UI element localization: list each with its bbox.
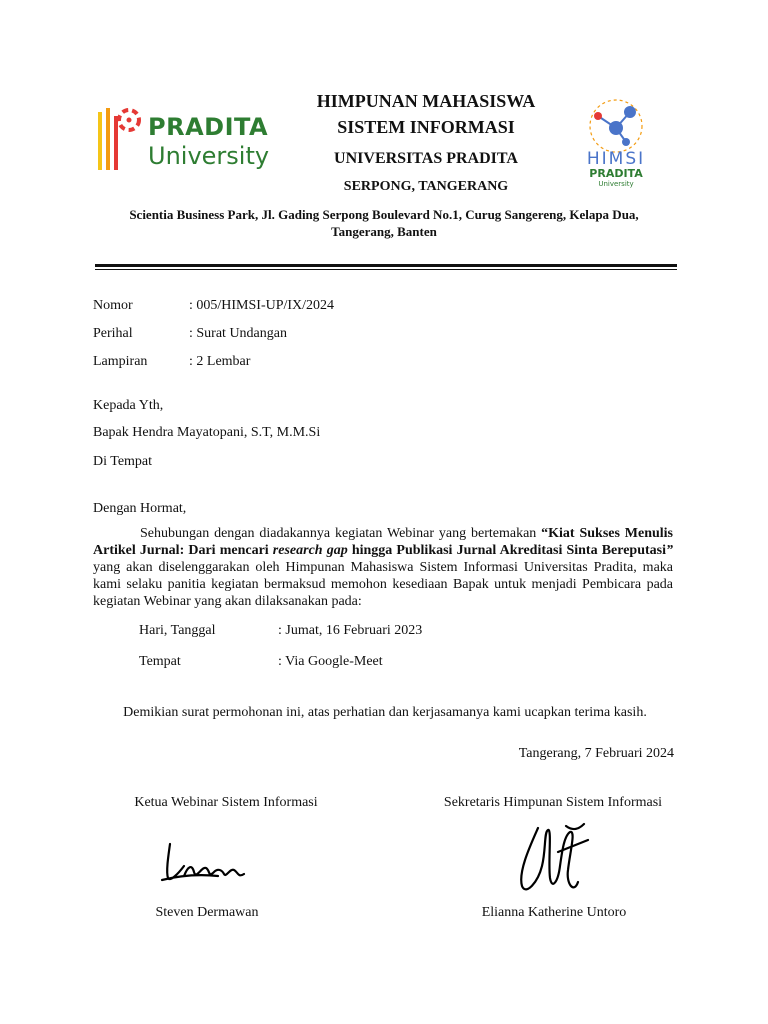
meta-value-perihal: : Surat Undangan bbox=[189, 326, 287, 341]
body-text-intro: Sehubungan dengan diadakannya kegiatan Webinar yang bertemakan bbox=[140, 526, 542, 541]
org-name-line2: SISTEM INFORMASI bbox=[337, 117, 515, 137]
signature-right-icon bbox=[508, 822, 594, 903]
webinar-theme-quote: ” bbox=[666, 543, 674, 558]
signatory-right-title: Sekretaris Himpunan Sistem Informasi bbox=[443, 795, 663, 810]
recipient-salutation: Kepada Yth, bbox=[93, 398, 164, 413]
address-line1: Scientia Business Park, Jl. Gading Serpong Boulevard No.1, Curug Sangereng, Kelapa Dua, bbox=[129, 207, 639, 222]
greeting: Dengan Hormat, bbox=[93, 501, 187, 516]
event-label-date: Hari, Tanggal bbox=[139, 623, 216, 638]
body-text-rest: yang akan diselenggarakan oleh Himpunan Mahasiswa Sistem Informasi Universitas Pradita, maka kami selaku panitia kegiatan bermaksud memohon kesediaan Bapak untuk menjadi Pembicara pada kegiatan Webinar yang akan dilaksanakan pada: bbox=[93, 560, 673, 609]
webinar-theme-part1: “Kiat Sukses Menulis Artikel Jurnal: Dari mencari bbox=[93, 526, 674, 558]
himsi-logo bbox=[578, 94, 654, 192]
meta-value-lampiran: : 2 Lembar bbox=[189, 354, 251, 369]
event-value-date: : Jumat, 16 Februari 2023 bbox=[278, 623, 423, 638]
recipient-name: Bapak Hendra Mayatopani, S.T, M.M.Si bbox=[93, 425, 321, 440]
org-name-line3: UNIVERSITAS PRADITA bbox=[334, 150, 518, 167]
signatory-right-name: Elianna Katherine Untoro bbox=[481, 905, 627, 920]
himsi-network-icon bbox=[578, 94, 654, 154]
header-divider-thick bbox=[95, 264, 677, 267]
webinar-theme-italic: research gap bbox=[272, 543, 348, 558]
webinar-theme-part2: hingga Publikasi Jurnal Akreditasi Sinta Bereputasi bbox=[347, 543, 667, 558]
logo-university-text: University bbox=[148, 142, 270, 170]
header-divider-thin bbox=[95, 269, 677, 270]
signature-left-icon bbox=[158, 836, 254, 901]
signatory-left-name: Steven Dermawan bbox=[155, 905, 259, 920]
event-value-place: : Via Google-Meet bbox=[278, 654, 383, 669]
body-paragraph bbox=[93, 525, 673, 610]
meta-label-perihal: Perihal bbox=[93, 326, 133, 341]
signatory-left-title: Ketua Webinar Sistem Informasi bbox=[134, 795, 318, 810]
closing-sentence: Demikian surat permohonan ini, atas perhatian dan kerjasamanya kami ucapkan terima kasih. bbox=[123, 705, 647, 720]
meta-label-nomor: Nomor bbox=[93, 298, 133, 313]
meta-value-nomor: : 005/HIMSI-UP/IX/2024 bbox=[189, 298, 335, 313]
logo-himsi-university-text: University bbox=[598, 180, 634, 188]
letter-date: Tangerang, 7 Februari 2024 bbox=[518, 746, 674, 761]
org-name-line1: HIMPUNAN MAHASISWA bbox=[316, 91, 536, 111]
logo-himsi-text: HIMSI bbox=[586, 149, 646, 169]
logo-pradita-text: PRADITA bbox=[148, 113, 269, 141]
logo-himsi-pradita-text: PRADITA bbox=[589, 167, 643, 180]
event-label-place: Tempat bbox=[139, 654, 181, 669]
org-location: SERPONG, TANGERANG bbox=[343, 179, 509, 194]
recipient-place: Di Tempat bbox=[93, 454, 153, 469]
org-address bbox=[96, 206, 672, 240]
meta-label-lampiran: Lampiran bbox=[93, 354, 148, 369]
address-line2: Tangerang, Banten bbox=[331, 224, 437, 239]
pradita-university-logo bbox=[96, 100, 286, 172]
